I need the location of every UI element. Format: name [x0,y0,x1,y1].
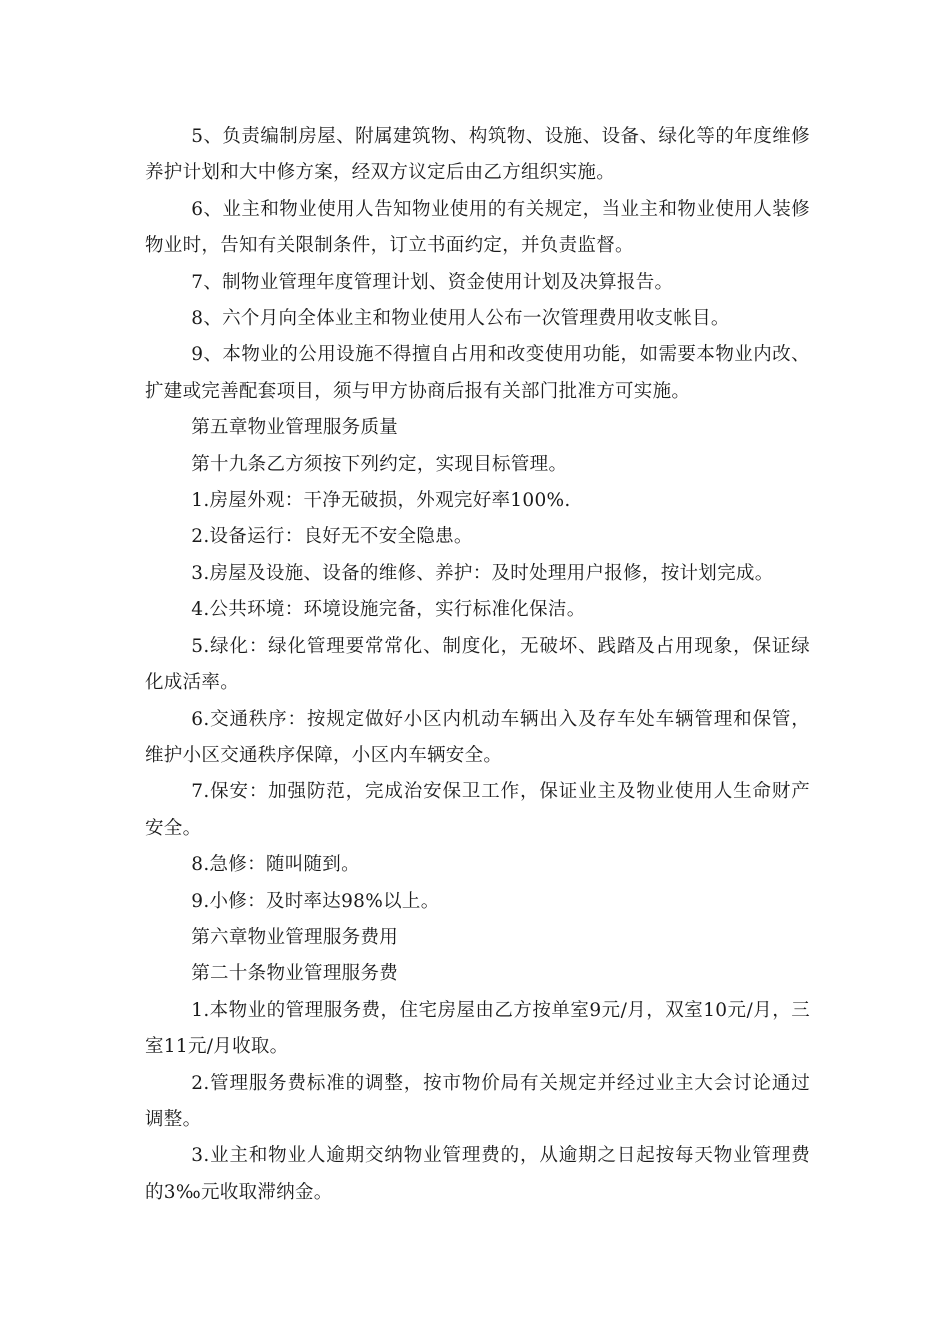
paragraph-item-5-maintenance-plan: 5、负责编制房屋、附属建筑物、构筑物、设施、设备、绿化等的年度维修养护计划和大中修方案，经双方议定后由乙方组织实施。 [145,126,810,184]
chapter-heading-5: 第五章物业管理服务质量 [191,417,399,439]
quality-item-equipment: 2.设备运行：良好无不安全隐患。 [191,526,473,548]
article-19-heading: 第十九条乙方须按下列约定，实现目标管理。 [191,453,568,475]
document-body [145,119,810,1211]
fee-item-late-penalty: 3.业主和物业人逾期交纳物业管理费的，从逾期之日起按每天物业管理费的3‰元收取滞纳金。 [145,1145,810,1203]
article-20-heading: 第二十条物业管理服务费 [191,963,399,985]
quality-item-environment: 4.公共环境：环境设施完备，实行标准化保洁。 [191,599,586,621]
paragraph-item-7-annual-plan: 7、制物业管理年度管理计划、资金使用计划及决算报告。 [191,271,674,293]
paragraph-item-8-fee-disclosure: 8、六个月向全体业主和物业使用人公布一次管理费用收支帐目。 [191,308,730,330]
quality-item-repair: 3.房屋及设施、设备的维修、养护：及时处理用户报修，按计划完成。 [191,562,774,584]
fee-item-rates: 1.本物业的管理服务费，住宅房屋由乙方按单室9元/月，双室10元/月，三室11元/月收取。 [145,999,810,1058]
paragraph-item-6-renovation-notice: 6、业主和物业使用人告知物业使用的有关规定，当业主和物业使用人装修物业时，告知有关限制条件，订立书面约定，并负责监督。 [145,198,810,257]
quality-item-emergency-repair: 8.急修：随叫随到。 [191,854,360,876]
quality-item-greening: 5.绿化：绿化管理要常常化、制度化，无破坏、践踏及占用现象，保证绿化成活率。 [145,635,810,694]
paragraph-item-9-public-facilities: 9、本物业的公用设施不得擅自占用和改变使用功能，如需要本物业内改、扩建或完善配套项目，须与甲方协商后报有关部门批准方可实施。 [145,344,810,402]
quality-item-traffic: 6.交通秩序：按规定做好小区内机动车辆出入及存车处车辆管理和保管，维护小区交通秩序保障，小区内车辆安全。 [145,708,810,766]
quality-item-house-appearance: 1.房屋外观：干净无破损，外观完好率100%. [191,490,571,512]
chapter-heading-6: 第六章物业管理服务费用 [191,926,399,948]
fee-item-adjustment: 2.管理服务费标准的调整，按市物价局有关规定并经过业主大会讨论通过调整。 [145,1072,810,1130]
quality-item-security: 7.保安：加强防范，完成治安保卫工作，保证业主及物业使用人生命财产安全。 [145,781,810,839]
quality-item-minor-repair: 9.小修：及时率达98%以上。 [191,890,440,912]
